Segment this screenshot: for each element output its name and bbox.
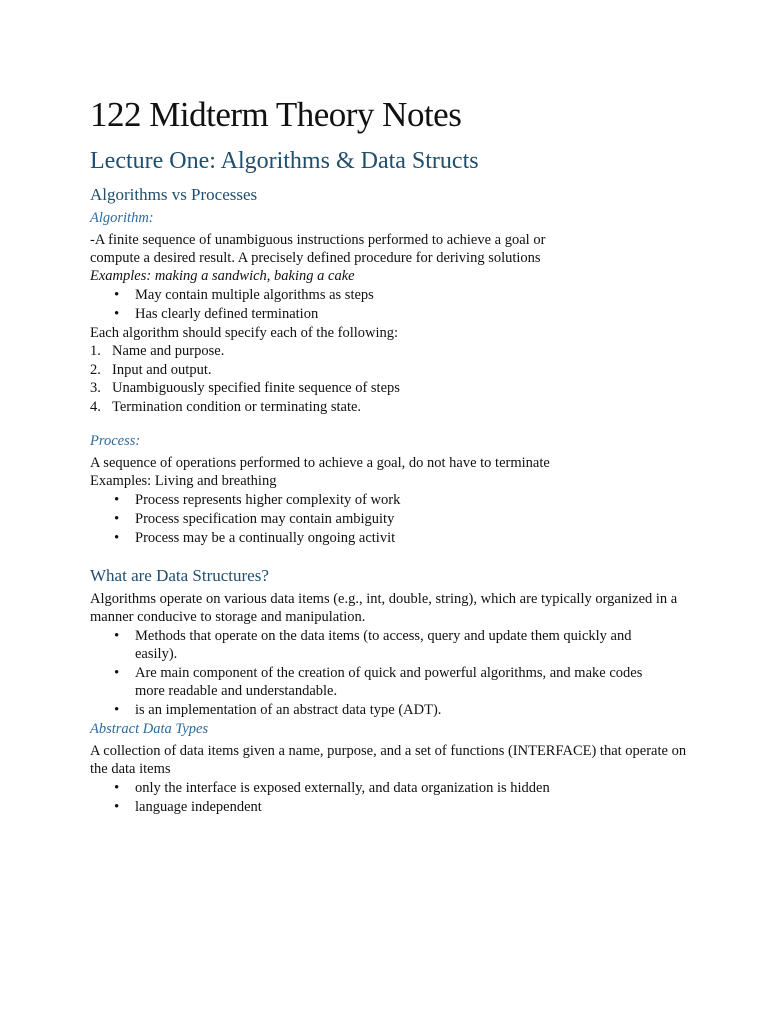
list-item xyxy=(90,379,690,397)
adt-paragraph: A collection of data items given a name, purpose, and a set of functions (INTERFACE) that operate on the data items xyxy=(90,742,687,777)
list-number: 3. xyxy=(90,380,101,396)
lecture-heading: Lecture One: Algorithms & Data Structs xyxy=(90,148,479,174)
list-item: • is an implementation of an abstract data type (ADT). xyxy=(135,701,690,719)
list-item xyxy=(90,342,690,360)
list-item: • Process specification may contain ambiguity xyxy=(135,510,690,528)
list-item xyxy=(90,398,690,416)
list-item: • Process represents higher complexity of work xyxy=(135,491,690,509)
algorithm-definition-line-1: -A finite sequence of unambiguous instructions performed to achieve a goal or xyxy=(90,232,546,248)
list-number: 2. xyxy=(90,361,101,378)
list-text: Unambiguously specified finite sequence of steps xyxy=(112,380,400,396)
process-bullet-list xyxy=(90,491,690,547)
document-content xyxy=(90,94,690,817)
list-item xyxy=(90,361,690,379)
section-heading-algorithms-vs-processes: Algorithms vs Processes xyxy=(90,185,258,204)
list-item: • Are main component of the creation of quick and powerful algorithms, and make codes more readable and understandable. xyxy=(135,664,690,700)
list-item: • May contain multiple algorithms as steps xyxy=(135,286,690,304)
algorithm-examples: Examples: making a sandwich, baking a cake xyxy=(90,268,355,284)
algorithm-definition-line-2: compute a desired result. A precisely defined procedure for deriving solutions xyxy=(90,250,541,266)
list-text: Input and output. xyxy=(112,361,212,378)
data-structures-paragraph: Algorithms operate on various data items (e.g., int, double, string), which are typically organized in a manner conducive to storage and manipulation. xyxy=(90,590,678,625)
process-examples: Examples: Living and breathing xyxy=(90,472,277,489)
list-item: • Process may be a continually ongoing activit xyxy=(135,529,690,547)
algorithm-label: Algorithm: xyxy=(90,210,154,226)
process-label: Process: xyxy=(90,432,141,449)
algorithm-bullet-list xyxy=(90,286,690,323)
adt-bullet-list xyxy=(90,779,690,816)
list-item: • language independent xyxy=(135,798,690,816)
list-item: • only the interface is exposed externally, and data organization is hidden xyxy=(135,779,690,797)
list-item: • Has clearly defined termination xyxy=(135,305,690,323)
algorithm-spec-intro: Each algorithm should specify each of the following: xyxy=(90,325,399,341)
algorithm-spec-list xyxy=(90,342,690,416)
page-title: 122 Midterm Theory Notes xyxy=(90,95,462,134)
list-text: Termination condition or terminating state. xyxy=(112,398,362,415)
data-structures-bullet-list xyxy=(90,627,690,719)
list-text: Name and purpose. xyxy=(112,343,225,359)
list-number: 1. xyxy=(90,343,101,359)
process-definition: A sequence of operations performed to achieve a goal, do not have to terminate xyxy=(90,454,550,471)
list-item: • Methods that operate on the data items (to access, query and update them quickly and easily). xyxy=(135,627,690,663)
section-heading-data-structures: What are Data Structures? xyxy=(90,565,269,585)
adt-label: Abstract Data Types xyxy=(90,720,209,737)
list-number: 4. xyxy=(90,398,101,415)
